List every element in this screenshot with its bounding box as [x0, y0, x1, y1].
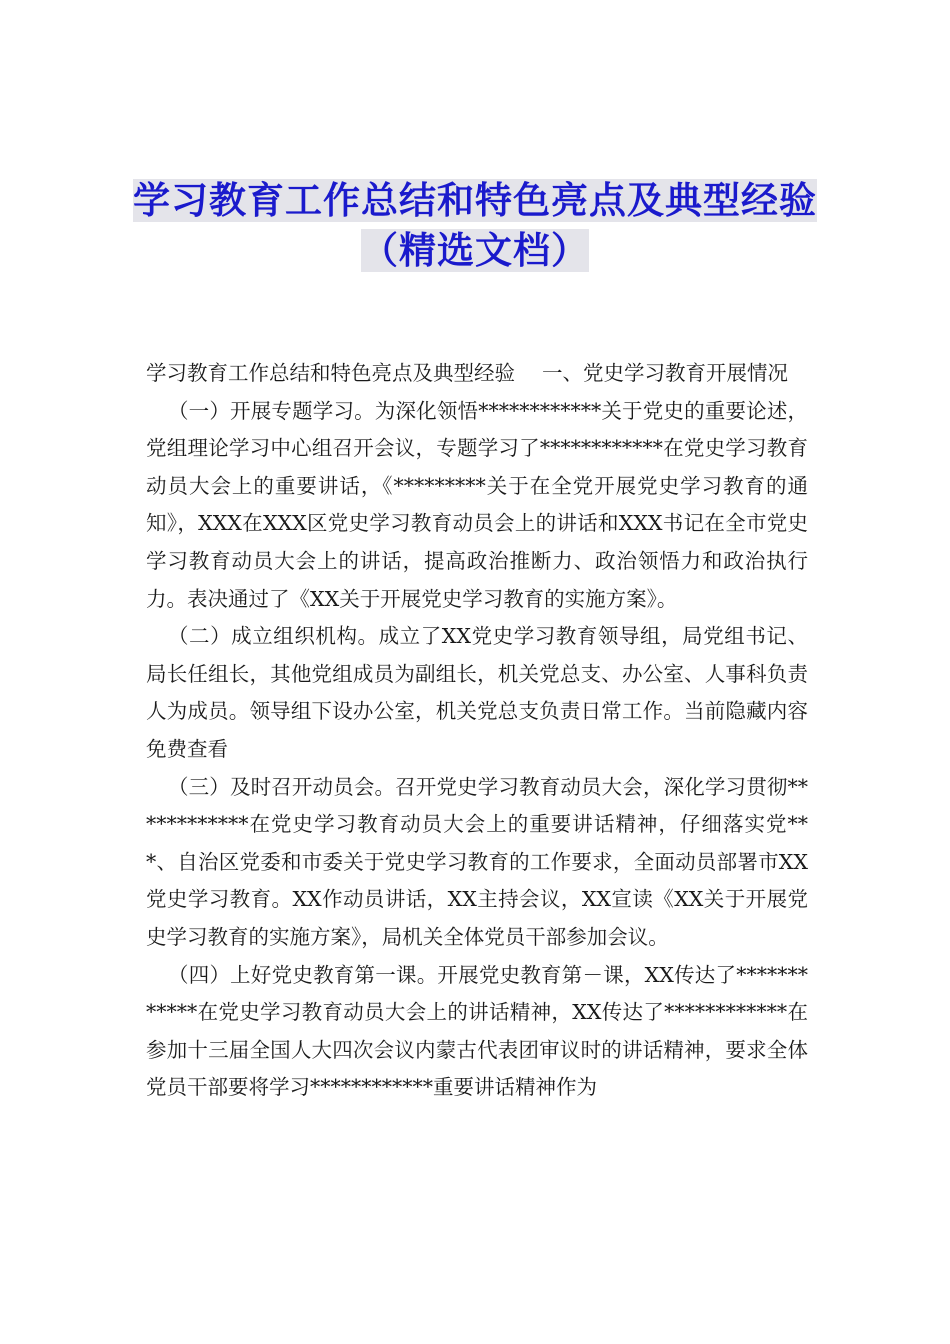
intro-paragraph: 学习教育工作总结和特色亮点及典型经验 一、党史学习教育开展情况 — [146, 361, 789, 385]
document-body — [146, 355, 808, 1107]
document-title-text: 学习教育工作总结和特色亮点及典型经验（精选文档） — [133, 179, 817, 272]
paragraph-special-study: （一）开展专题学习。为深化领悟************关于党史的重要论述，党组理论学习中心组召开会议，专题学习了************在党史学习教育动员大会上的重要讲话，《*********关于在全党开展党史学习教育的通知》，XXX在XXX区党史学习教育动员会上的讲话和XXX书记在全市党史学习教育动员大会上的讲话，提高政治推断力、政治领悟力和政治执行力。表决通过了《XX关于开展党史学习教育的实施方案》。 — [146, 398, 808, 611]
paragraph-first-lesson: （四）上好党史教育第一课。开展党史教育第－课，XX传达了************在党史学习教育动员大会上的讲话精神，XX传达了************在参加十三届全国人大四次会议内蒙古代表团审议时的讲话精神，要求全体党员干部要将学习************重要讲话精神作为 — [146, 962, 808, 1100]
paragraph-organization: （二）成立组织机构。成立了XX党史学习教育领导组，局党组书记、局长任组长，其他党组成员为副组长，机关党总支、办公室、人事科负责人为成员。领导组下设办公室，机关党总支负责日常工作。当前隐藏内容免费查看 — [146, 624, 808, 761]
paragraph-mobilization-meeting: （三）及时召开动员会。召开党史学习教育动员大会，深化学习贯彻************在党史学习教育动员大会上的重要讲话精神，仔细落实党***、自治区党委和市委关于党史学习教育的工作要求，全面动员部署市XX党史学习教育。XX作动员讲话，XX主持会议，XX宣读《XX关于开展党史学习教育的实施方案》，局机关全体党员干部参加会议。 — [146, 774, 808, 949]
document-title — [120, 176, 830, 276]
